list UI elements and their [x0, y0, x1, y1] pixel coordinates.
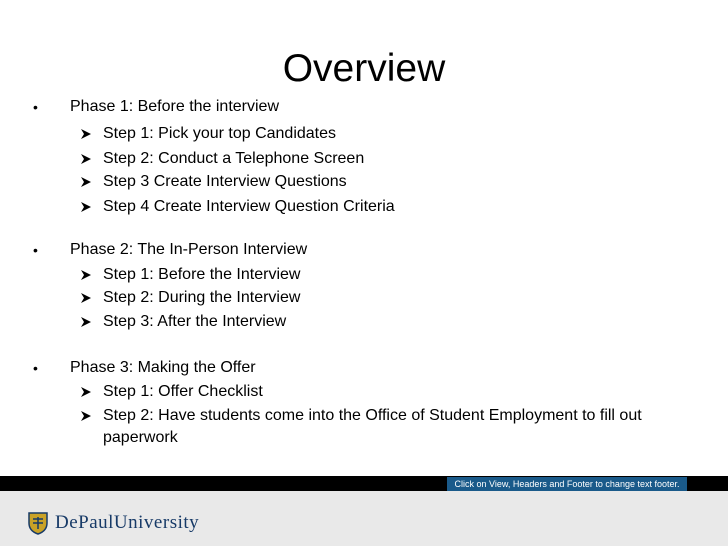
arrow-bullet-icon: [80, 128, 92, 140]
arrow-bullet-icon: [80, 176, 92, 188]
arrow-bullet-icon: [80, 201, 92, 213]
arrow-bullet-icon: [80, 153, 92, 165]
logo-text: DePaulUniversity: [55, 512, 200, 533]
phase-1-step-1: Step 1: Pick your top Candidates: [103, 125, 337, 142]
phase-2-step-2: Step 2: During the Interview: [103, 289, 301, 306]
arrow-bullet-icon: [80, 269, 92, 281]
phase-2-step-3: Step 3: After the Interview: [103, 313, 287, 330]
arrow-bullet-icon: [80, 316, 92, 328]
phase-bullet: •: [33, 360, 38, 376]
phase-1-label: Phase 1: Before the interview: [70, 98, 280, 115]
phase-1-step-4: Step 4 Create Interview Question Criteria: [103, 198, 395, 215]
depaul-logo: [27, 511, 199, 535]
arrow-bullet-icon: [80, 386, 92, 398]
phase-2-step-1: Step 1: Before the Interview: [103, 266, 301, 283]
phase-2-label: Phase 2: The In-Person Interview: [70, 241, 308, 258]
phase-bullet: •: [33, 242, 38, 258]
slide-title: Overview: [282, 47, 446, 90]
phase-1-step-2: Step 2: Conduct a Telephone Screen: [103, 150, 365, 167]
arrow-bullet-icon: [80, 410, 92, 422]
phase-3-step-1: Step 1: Offer Checklist: [103, 383, 263, 400]
phase-3-step-2: Step 2: Have students come into the Office of Student Employment to fill out: [103, 407, 642, 424]
phase-3-label: Phase 3: Making the Offer: [70, 359, 256, 376]
phase-bullet: •: [33, 99, 38, 115]
footer-text: Click on View, Headers and Footer to change text footer.: [447, 477, 687, 491]
arrow-bullet-icon: [80, 292, 92, 304]
university-seal-icon: [27, 511, 49, 535]
phase-3-step-2-continued: paperwork: [103, 429, 178, 446]
phase-1-step-3: Step 3 Create Interview Questions: [103, 173, 347, 190]
